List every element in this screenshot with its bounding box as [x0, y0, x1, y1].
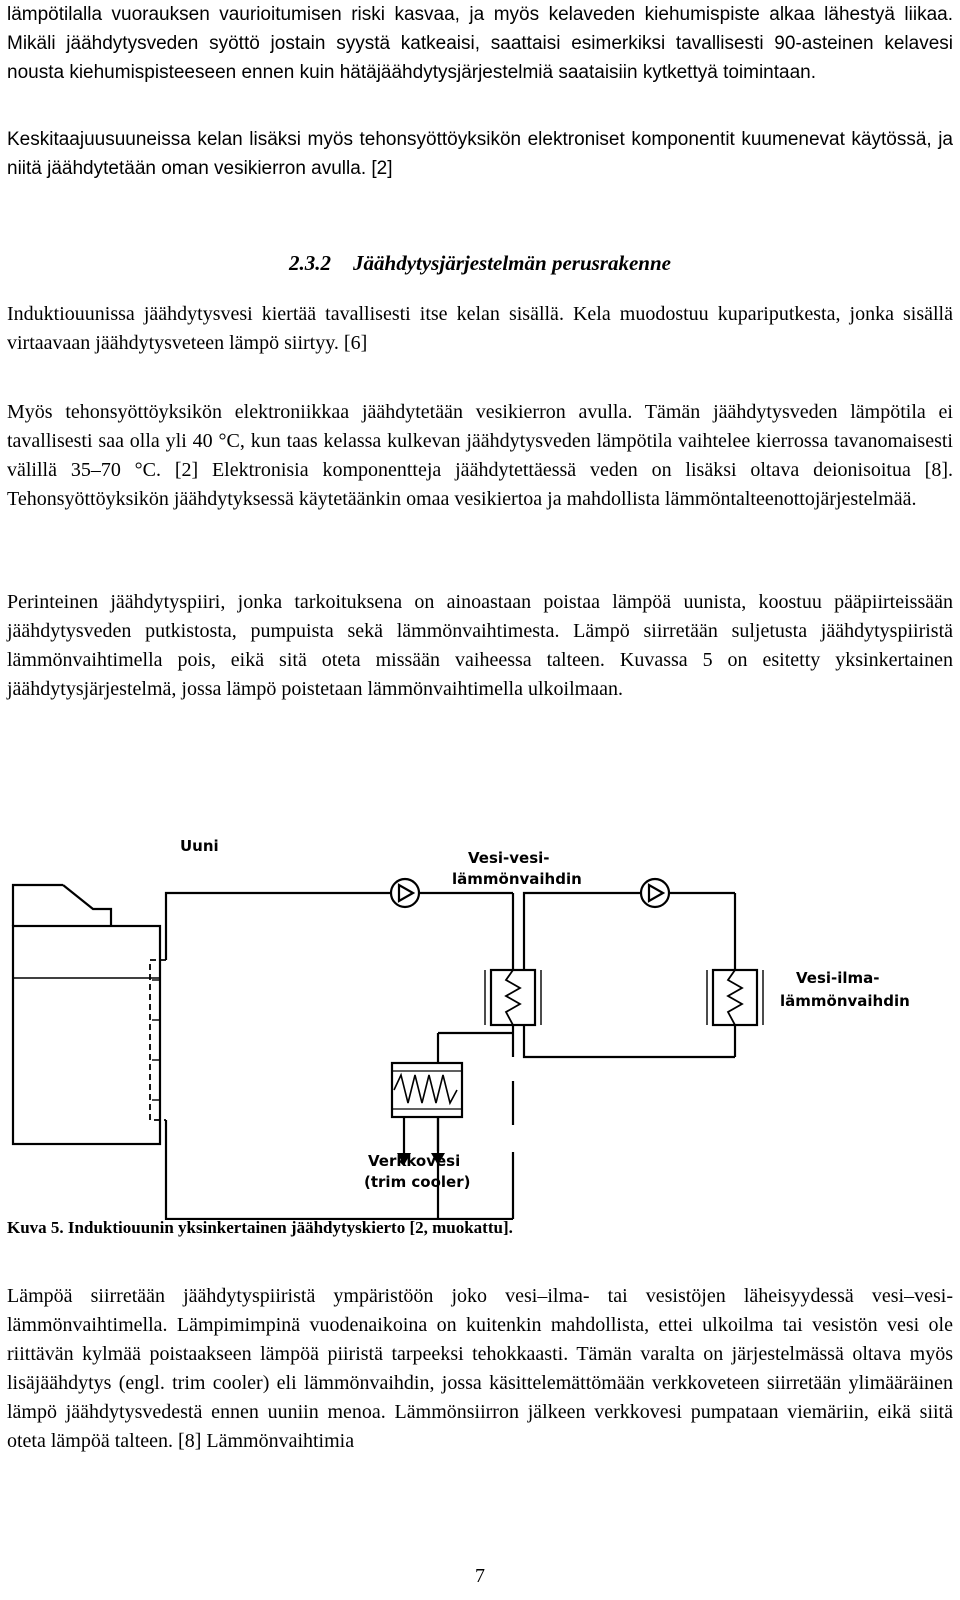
- trim-cooler-shape: [392, 1063, 462, 1165]
- pump-1-shape: [391, 879, 419, 907]
- furnace-coil-shape: [150, 960, 166, 1120]
- cooling-circuit-diagram: [0, 835, 960, 1220]
- page-number: 7: [475, 1565, 485, 1587]
- paragraph-electronics-cooling: Myös tehonsyöttöyksikön elektroniikkaa jäähdytetään vesikierron avulla. Tämän jäähdytysveden lämpötila ei tavallisesti saa olla yli 40 °C, kun taas kelassa kulkevan jäähdytysveden lämpötila vaihtelee kierrossa tavanomaisesti välillä 35–70 °C. [2] Elektronisia komponentteja jäähdytettäessä veden on lisäksi oltava deionisoitua [8]. Tehonsyöttöyksikön jäähdytyksessä käytetäänkin omaa vesikiertoa ja mahdollista lämmöntalteenottojärjestelmää.: [7, 401, 953, 510]
- paragraph-heat-transfer: Lämpöä siirretään jäähdytyspiiristä ympäristöön joko vesi–ilma- tai vesistöjen läheisyydessä vesi–vesi-lämmönvaihtimella. Lämpimimpinä vuodenaikoina on kuitenkin mahdollista, ettei ulkoilma tai vesistön vesi ole riittävän kylmää poistaakseen lämpöä piiristä tarpeeksi tehokkaasti. Tämän varalta on järjestelmässä oltava myös lisäjäähdytys (engl. trim cooler) eli lämmönvaihdin, jossa käsittelemättömään verkkoveteen siirretään ylimääräinen lämpö jäähdytysvedestä ennen uuniin menoa. Lämmönsiirron jälkeen verkkovesi pumpataan viemäriin, eikä siitä oteta lämpöä talteen. [8] Lämmönvaihtimia: [7, 1285, 953, 1452]
- paragraph-coil-water: Induktiouunissa jäähdytysvesi kiertää tavallisesti itse kelan sisällä. Kela muodostuu kupariputkesta, jonka sisällä virtaavaan jäähdytysveteen lämpö siirtyy. [6]: [7, 303, 953, 354]
- paragraph-traditional-circuit: Perinteinen jäähdytyspiiri, jonka tarkoituksena on ainoastaan poistaa lämpöä uunista, koostuu pääpiirteissään jäähdytysveden putkistosta, pumpuista sekä lämmönvaihtimesta. Lämpö siirretään suljetusta jäähdytyspiiristä lämmönvaihtimella pois, eikä sitä oteta missään vaiheessa talteen. Kuvassa 5 on esitetty yksinkertainen jäähdytysjärjestelmä, jossa lämpö poistetaan lämmönvaihtimella ulkoilmaan.: [7, 591, 953, 700]
- water-air-exchanger-shape: [707, 970, 763, 1025]
- section-number: 2.3.2: [289, 251, 332, 275]
- pump-2-shape: [641, 879, 669, 907]
- section-title: Jäähdytysjärjestelmän perusrakenne: [353, 251, 671, 275]
- outer-loop-piping: [524, 893, 735, 1057]
- paragraph-coil-temperature: lämpötilalla vuorauksen vaurioitumisen riski kasvaa, ja myös kelaveden kiehumispiste alkaa lähestyä liikaa. Mikäli jäähdytysveden syöttö jostain syystä katkeaisi, saattaisi esimerkiksi tavallisesti 90-asteinen kelavesi nousta kiehumispisteeseen ennen kuin hätäjäähdytysjärjestelmiä saataisiin kytkettyä toimintaan.: [7, 4, 953, 83]
- water-water-exchanger-shape: [485, 970, 541, 1025]
- inner-loop-piping: [166, 893, 513, 1219]
- trim-cooler-label-line1: Verkkovesi: [368, 1152, 461, 1170]
- section-heading: [0, 251, 960, 276]
- cooling-circuit-figure: [0, 835, 960, 1220]
- paragraph-power-supply-cooling: Keskitaajuusuuneissa kelan lisäksi myös tehonsyöttöyksikön elektroniset komponentit kuumenevat käytössä, ja niitä jäähdytetään oman vesikierron avulla. [2]: [7, 129, 953, 179]
- water-air-label-line2: lämmönvaihdin: [780, 992, 910, 1010]
- figure-caption: Kuva 5. Induktiouunin yksinkertainen jäähdytyskierto [2, muokattu].: [7, 1218, 513, 1237]
- water-water-label-line1: Vesi-vesi-: [468, 849, 550, 867]
- trim-cooler-label-line2: (trim cooler): [364, 1173, 471, 1191]
- furnace-label: Uuni: [180, 837, 219, 855]
- water-water-label-line2: lämmönvaihdin: [452, 870, 582, 888]
- furnace-shape: [13, 885, 160, 1144]
- water-air-label-line1: Vesi-ilma-: [796, 969, 880, 987]
